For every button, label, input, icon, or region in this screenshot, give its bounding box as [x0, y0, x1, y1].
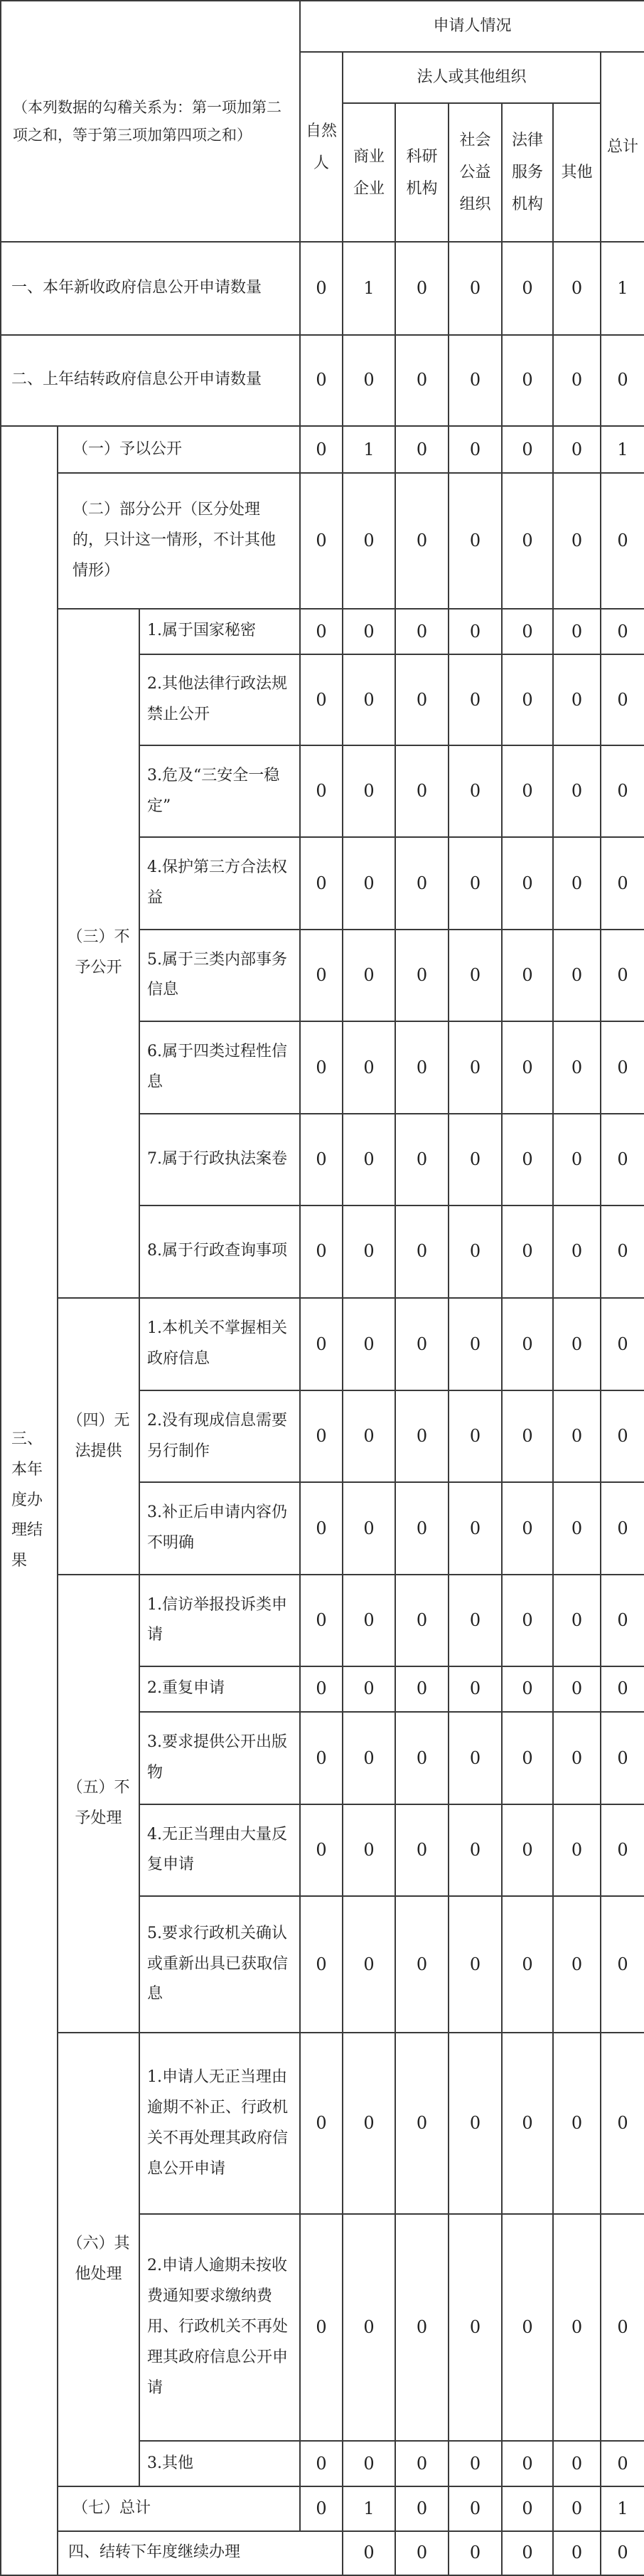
cell-value: 0 [502, 2033, 553, 2214]
cell-value: 0 [343, 2033, 395, 2214]
cell-value: 0 [300, 2441, 343, 2486]
cell-value: 0 [343, 654, 395, 745]
cell-value: 0 [395, 1021, 449, 1114]
cell-value: 0 [300, 1390, 343, 1481]
cell-value: 0 [502, 2214, 553, 2441]
header-legal-other: 法人或其他组织 [343, 52, 601, 103]
cell-value: 0 [601, 1205, 644, 1298]
cell-value: 0 [395, 654, 449, 745]
cell-value: 0 [395, 745, 449, 836]
row-subtotal [1, 2486, 644, 2530]
cell-value: 0 [395, 1712, 449, 1804]
cell-value: 0 [601, 609, 644, 654]
cell-value: 0 [601, 1298, 644, 1390]
cell-value: 0 [343, 837, 395, 930]
cell-value: 0 [300, 1896, 343, 2033]
cell-value: 0 [395, 426, 449, 473]
cell-value: 0 [449, 1666, 502, 1712]
cell-value: 0 [449, 1712, 502, 1804]
cell-value: 0 [395, 2531, 449, 2575]
cell-value: 1 [343, 426, 395, 473]
cell-value: 0 [553, 2214, 601, 2441]
cell-value: 0 [449, 242, 502, 334]
cell-value: 0 [343, 473, 395, 609]
row-carried-over [1, 335, 644, 426]
cell-value: 0 [502, 930, 553, 1021]
cell-value: 0 [449, 1575, 502, 1666]
cell-value: 0 [502, 1666, 553, 1712]
cell-value: 0 [300, 426, 343, 473]
cell-value: 0 [395, 609, 449, 654]
cell-value: 0 [449, 1896, 502, 2033]
cell-value: 0 [502, 2531, 553, 2575]
header-applicant: 申请人情况 [300, 1, 644, 52]
row-label: 4.无正当理由大量反复申请 [139, 1804, 300, 1895]
cell-value: 0 [395, 1575, 449, 1666]
cell-value: 0 [449, 473, 502, 609]
cell-value: 0 [553, 609, 601, 654]
cell-value: 0 [502, 335, 553, 426]
cell-value: 0 [300, 1804, 343, 1895]
cell-value: 0 [601, 1021, 644, 1114]
cell-value: 0 [553, 473, 601, 609]
cell-value: 0 [601, 930, 644, 1021]
row-label: （七）总计 [58, 2486, 300, 2530]
cell-value: 0 [300, 473, 343, 609]
cell-value: 0 [300, 2033, 343, 2214]
header-org-legal-service: 法律服务机构 [502, 103, 553, 242]
cell-value: 1 [601, 242, 644, 334]
row-label: 5.属于三类内部事务信息 [139, 930, 300, 1021]
cell-value: 0 [395, 473, 449, 609]
row-label: 2.其他法律行政法规禁止公开 [139, 654, 300, 745]
row-label: 2.没有现成信息需要另行制作 [139, 1390, 300, 1481]
cell-value: 0 [553, 1804, 601, 1895]
header-note: （本列数据的勾稽关系为：第一项加第二项之和，等于第三项加第四项之和） [1, 1, 300, 242]
cell-value: 0 [300, 1298, 343, 1390]
cell-value: 1 [343, 2486, 395, 2530]
row-label: 3.危及“三安全一稳定” [139, 745, 300, 836]
row-carry-next-year [1, 2531, 644, 2575]
cell-value: 0 [300, 745, 343, 836]
cell-value: 0 [343, 2441, 395, 2486]
cell-value: 0 [502, 426, 553, 473]
cell-value: 0 [300, 1482, 343, 1575]
cell-value: 0 [449, 2441, 502, 2486]
cell-value: 0 [449, 654, 502, 745]
cell-value: 0 [553, 2441, 601, 2486]
cell-value: 0 [395, 1804, 449, 1895]
cell-value: 0 [502, 1712, 553, 1804]
row-label: （一）予以公开 [58, 426, 300, 473]
cell-value: 0 [502, 2441, 553, 2486]
cell-value: 0 [601, 2531, 644, 2575]
row-label: （二）部分公开（区分处理的，只计这一情形，不计其他情形） [58, 473, 300, 609]
row-label: 7.属于行政执法案卷 [139, 1114, 300, 1205]
cell-value: 0 [300, 1575, 343, 1666]
row-label: 1.申请人无正当理由逾期不补正、行政机关不再处理其政府信息公开申请 [139, 2033, 300, 2214]
cell-value: 0 [601, 837, 644, 930]
cell-value: 0 [502, 654, 553, 745]
cell-value: 0 [601, 1712, 644, 1804]
cell-value: 0 [449, 1390, 502, 1481]
cell-value: 0 [395, 1298, 449, 1390]
cell-value: 0 [449, 1298, 502, 1390]
cell-value: 0 [343, 1896, 395, 2033]
cell-value: 0 [300, 837, 343, 930]
cell-value: 0 [395, 1666, 449, 1712]
group-label-other-handling: （六）其他处理 [58, 2033, 139, 2486]
cell-value: 0 [502, 2486, 553, 2530]
row-label: 1.本机关不掌握相关政府信息 [139, 1298, 300, 1390]
cell-value: 0 [395, 2214, 449, 2441]
row-label: 1.信访举报投诉类申请 [139, 1575, 300, 1666]
cell-value: 0 [343, 1390, 395, 1481]
cell-value: 0 [343, 1298, 395, 1390]
row-label: 8.属于行政查询事项 [139, 1205, 300, 1298]
cell-value: 0 [395, 1482, 449, 1575]
cell-value: 0 [343, 1804, 395, 1895]
cell-value: 0 [343, 1482, 395, 1575]
cell-value: 0 [395, 335, 449, 426]
cell-value: 0 [395, 1390, 449, 1481]
cell-value: 0 [601, 654, 644, 745]
cell-value: 0 [300, 930, 343, 1021]
cell-value: 0 [601, 2214, 644, 2441]
cell-value: 0 [300, 2486, 343, 2530]
cell-value: 0 [502, 837, 553, 930]
cell-value: 0 [553, 1482, 601, 1575]
row-label: 4.保护第三方合法权益 [139, 837, 300, 930]
cell-value: 0 [343, 1666, 395, 1712]
cell-value: 0 [300, 609, 343, 654]
cell-value: 0 [343, 2214, 395, 2441]
cell-value: 0 [601, 1804, 644, 1895]
row-unable-to-provide-item [1, 1298, 644, 1390]
cell-value: 0 [553, 1205, 601, 1298]
cell-value: 0 [553, 1896, 601, 2033]
cell-value: 0 [343, 1114, 395, 1205]
cell-value: 0 [502, 242, 553, 334]
cell-value: 0 [553, 837, 601, 930]
cell-value: 0 [395, 2033, 449, 2214]
cell-value: 0 [449, 745, 502, 836]
cell-value: 0 [601, 1390, 644, 1481]
cell-value: 0 [553, 930, 601, 1021]
header-org-other: 其他 [553, 103, 601, 242]
cell-value: 0 [553, 1114, 601, 1205]
cell-value: 0 [300, 335, 343, 426]
row-other-handling-item [1, 2033, 644, 2214]
cell-value: 0 [343, 745, 395, 836]
cell-value: 0 [343, 1205, 395, 1298]
cell-value: 0 [601, 1896, 644, 2033]
cell-value: 0 [553, 1712, 601, 1804]
cell-value: 0 [601, 1575, 644, 1666]
cell-value: 0 [300, 1712, 343, 1804]
cell-value: 0 [502, 1482, 553, 1575]
cell-value: 0 [502, 1896, 553, 2033]
cell-value: 0 [553, 1021, 601, 1114]
cell-value: 0 [449, 609, 502, 654]
cell-value: 0 [300, 1205, 343, 1298]
cell-value: 0 [449, 426, 502, 473]
cell-value: 0 [601, 473, 644, 609]
cell-value: 0 [553, 1666, 601, 1712]
cell-value: 0 [449, 837, 502, 930]
cell-value: 0 [300, 1666, 343, 1712]
row-not-processed-item [1, 1575, 644, 1666]
row-label: 3.补正后申请内容仍不明确 [139, 1482, 300, 1575]
cell-value: 0 [343, 1575, 395, 1666]
cell-value: 0 [343, 2531, 395, 2575]
cell-value: 0 [449, 2033, 502, 2214]
row-label: 四、结转下年度继续办理 [58, 2531, 343, 2575]
cell-value: 0 [553, 2486, 601, 2530]
cell-value: 0 [343, 335, 395, 426]
cell-value: 0 [449, 2531, 502, 2575]
cell-value: 0 [449, 1205, 502, 1298]
cell-value: 0 [343, 1021, 395, 1114]
header-org-business: 商业企业 [343, 103, 395, 242]
cell-value: 0 [395, 837, 449, 930]
cell-value: 0 [395, 930, 449, 1021]
cell-value: 0 [502, 1575, 553, 1666]
cell-value: 0 [449, 930, 502, 1021]
cell-value: 0 [300, 1114, 343, 1205]
cell-value: 0 [502, 745, 553, 836]
cell-value: 0 [449, 1804, 502, 1895]
cell-value: 0 [300, 1021, 343, 1114]
cell-value: 0 [395, 1205, 449, 1298]
row-label: 3.要求提供公开出版物 [139, 1712, 300, 1804]
cell-value: 0 [300, 654, 343, 745]
cell-value: 0 [601, 1666, 644, 1712]
header-org-research: 科研机构 [395, 103, 449, 242]
row-label: 6.属于四类过程性信息 [139, 1021, 300, 1114]
cell-value: 0 [300, 242, 343, 334]
row-not-disclosed-item [1, 609, 644, 654]
cell-value: 0 [395, 1114, 449, 1205]
cell-value: 0 [553, 335, 601, 426]
cell-value: 0 [395, 242, 449, 334]
cell-value: 1 [601, 2486, 644, 2530]
cell-value: 0 [601, 745, 644, 836]
cell-value: 1 [343, 242, 395, 334]
cell-value: 0 [300, 2214, 343, 2441]
cell-value: 0 [502, 609, 553, 654]
cell-value: 0 [395, 2441, 449, 2486]
cell-value: 0 [502, 1114, 553, 1205]
cell-value: 0 [553, 426, 601, 473]
row-label: 一、本年新收政府信息公开申请数量 [1, 242, 300, 334]
row-label: 2.重复申请 [139, 1666, 300, 1712]
cell-value: 0 [601, 1114, 644, 1205]
group-label-not-disclosed: （三）不予公开 [58, 609, 139, 1298]
cell-value: 0 [601, 1482, 644, 1575]
cell-value: 0 [553, 1390, 601, 1481]
cell-value: 0 [449, 1482, 502, 1575]
header-total: 总计 [601, 52, 644, 242]
cell-value: 0 [343, 930, 395, 1021]
cell-value: 0 [343, 1712, 395, 1804]
row-label: 5.要求行政机关确认或重新出具已获取信息 [139, 1896, 300, 2033]
cell-value: 0 [395, 1896, 449, 2033]
cell-value: 0 [601, 2033, 644, 2214]
cell-value: 0 [395, 2486, 449, 2530]
row-label: 3.其他 [139, 2441, 300, 2486]
cell-value: 0 [553, 2531, 601, 2575]
cell-value: 0 [601, 335, 644, 426]
header-natural-person: 自然人 [300, 52, 343, 242]
cell-value: 0 [449, 335, 502, 426]
header-org-charity: 社会公益组织 [449, 103, 502, 242]
row-new-requests [1, 242, 644, 334]
row-label: 1.属于国家秘密 [139, 609, 300, 654]
cell-value: 0 [502, 1298, 553, 1390]
cell-value: 0 [553, 745, 601, 836]
cell-value: 0 [449, 1114, 502, 1205]
result-group-label: 三、本年度办理结果 [1, 426, 58, 2575]
cell-value: 0 [502, 1804, 553, 1895]
cell-value: 0 [449, 2214, 502, 2441]
cell-value: 0 [502, 473, 553, 609]
row-label: 2.申请人逾期未按收费通知要求缴纳费用、行政机关不再处理其政府信息公开申请 [139, 2214, 300, 2441]
cell-value: 0 [343, 609, 395, 654]
row-label: 二、上年结转政府信息公开申请数量 [1, 335, 300, 426]
group-label-not-processed: （五）不予处理 [58, 1575, 139, 2033]
cell-value: 0 [553, 2033, 601, 2214]
row-partial [1, 473, 644, 609]
cell-value: 1 [601, 426, 644, 473]
cell-value: 0 [449, 1021, 502, 1114]
cell-value: 0 [502, 1390, 553, 1481]
cell-value: 0 [502, 1205, 553, 1298]
cell-value: 0 [502, 1021, 553, 1114]
cell-value: 0 [553, 654, 601, 745]
group-label-unable-to-provide: （四）无法提供 [58, 1298, 139, 1575]
cell-value: 0 [553, 1575, 601, 1666]
cell-value: 0 [449, 2486, 502, 2530]
cell-value: 0 [601, 2441, 644, 2486]
cell-value: 0 [553, 242, 601, 334]
row-grant [1, 426, 644, 473]
cell-value: 0 [553, 1298, 601, 1390]
